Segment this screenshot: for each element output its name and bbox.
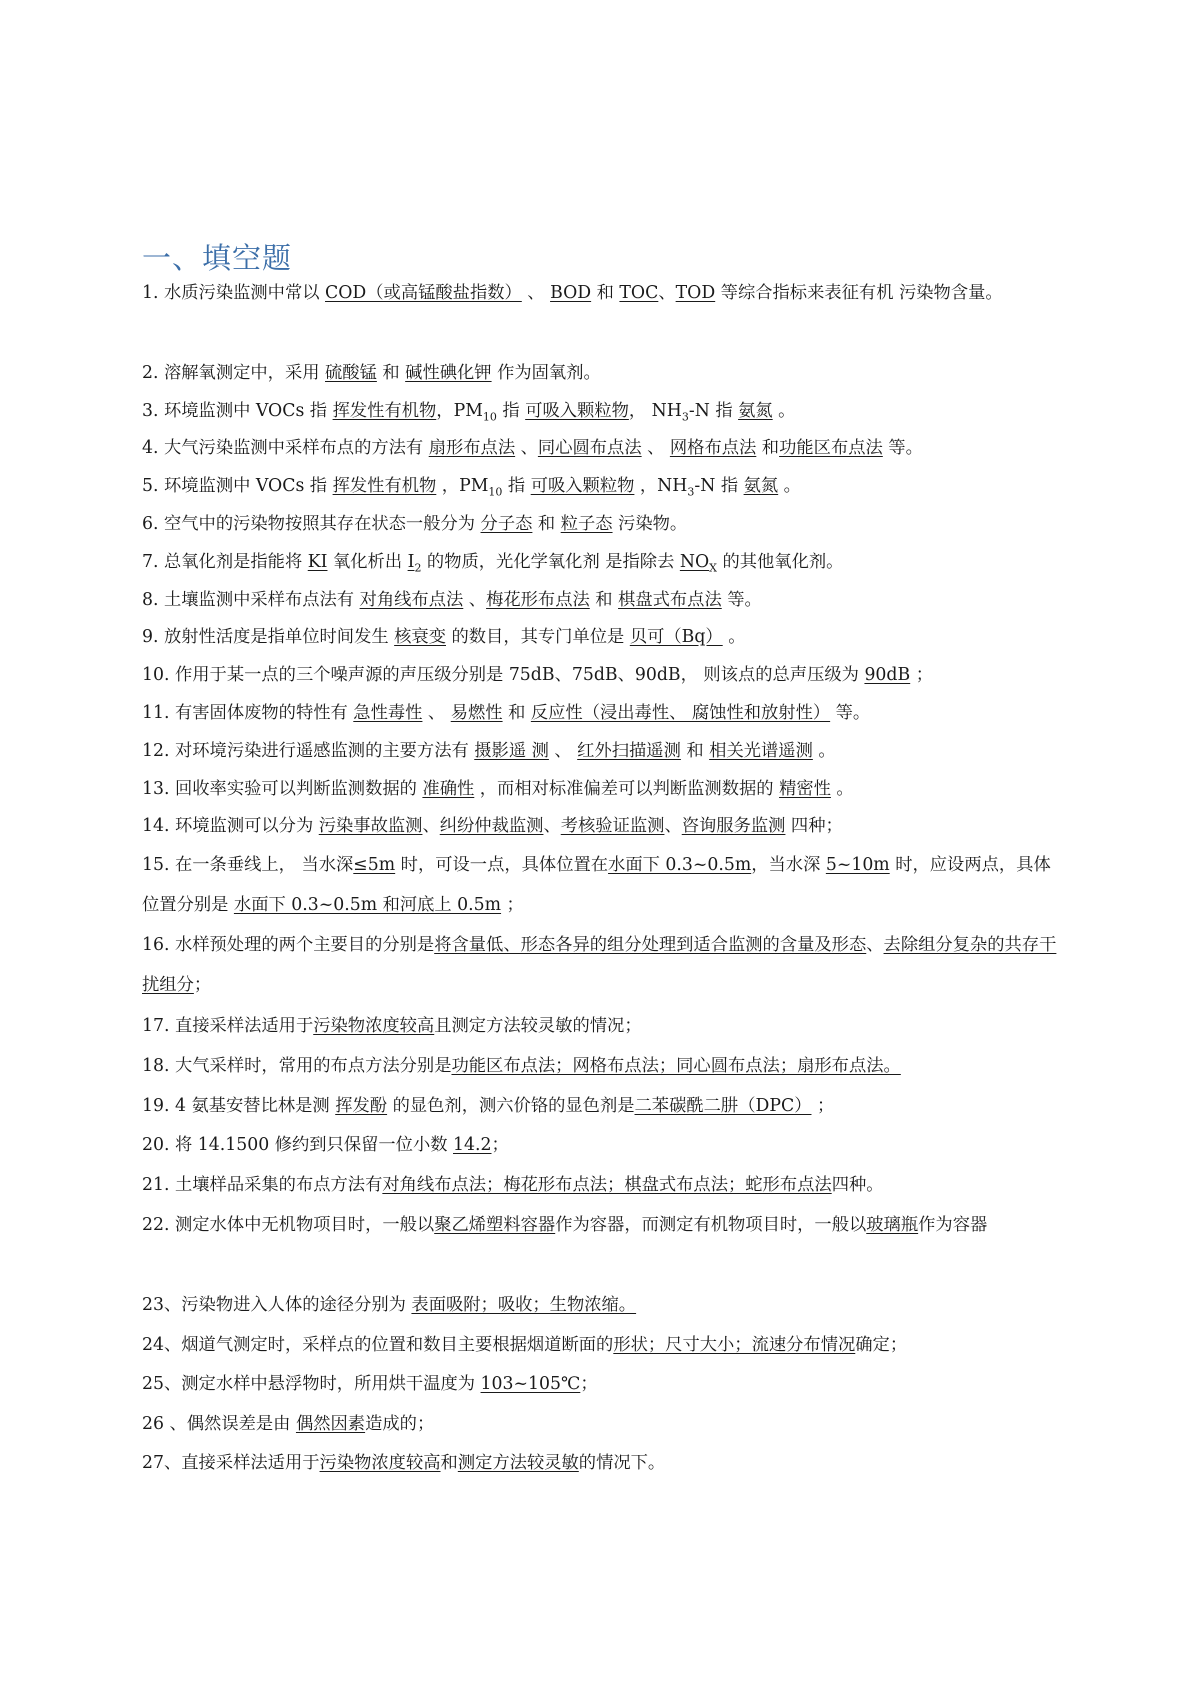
question-text: 7. 总氧化剂是指能将	[142, 552, 308, 572]
answer-blank: 去除组分复杂的共存干扰组分	[142, 935, 1057, 995]
answer-blank: 棋盘式布点法	[618, 590, 722, 610]
question-18	[142, 1046, 1067, 1086]
question-text: 和	[589, 590, 619, 610]
answer-blank: 挥发酚	[335, 1096, 388, 1116]
question-text: 15. 在一条垂线上， 当水深	[142, 855, 354, 875]
answer-blank: 急性毒性	[353, 703, 423, 723]
question-text: 18. 大气采样时，常用的布点方法分别是	[142, 1056, 452, 1076]
answer-blank: 103~105℃	[480, 1374, 581, 1394]
question-9	[142, 617, 1067, 657]
question-text: 、	[422, 816, 440, 836]
question-text: 25、测定水样中悬浮物时，所用烘干温度为	[142, 1374, 481, 1394]
subscript: 2	[414, 561, 422, 575]
question-text: ，PM	[436, 401, 483, 421]
answer-blank: 分子态	[480, 514, 533, 534]
question-text: ，NH	[634, 476, 688, 496]
subscript: X	[709, 561, 717, 575]
answer-blank: 相关光谱遥测	[709, 741, 813, 761]
answer-blank: 90dB	[864, 665, 911, 685]
question-text: 四种；	[785, 816, 843, 836]
question-text: 2. 溶解氧测定中，采用	[142, 363, 326, 383]
question-text: ，当水深	[751, 855, 826, 875]
answer-blank: 扇形布点法	[428, 438, 516, 458]
answer-blank: 碱性碘化钾	[405, 363, 492, 383]
question-1	[142, 273, 1067, 313]
subscript: 3	[681, 410, 689, 424]
question-text: 氧化析出	[327, 552, 408, 572]
question-text: 等。	[721, 590, 762, 610]
question-6	[142, 504, 1067, 544]
answer-blank: 功能区布点法	[779, 438, 883, 458]
answer-blank: 污染物浓度较高	[319, 1453, 441, 1473]
question-text: 。	[772, 401, 796, 421]
answer-blank: 测定方法较灵敏	[457, 1453, 579, 1473]
question-text: 、	[521, 283, 551, 303]
question-19	[142, 1086, 1067, 1126]
question-text: 。	[722, 627, 746, 647]
question-13	[142, 769, 1067, 809]
answer-blank: 表面吸附；吸收；生物浓缩。	[411, 1295, 637, 1315]
question-text: ；	[501, 895, 524, 915]
question-text: 27、直接采样法适用于	[142, 1453, 320, 1473]
answer-blank: 挥发性有机物	[332, 476, 437, 496]
answer-blank: 红外扫描遥测	[577, 741, 681, 761]
answer-blank: 氨氮	[738, 401, 773, 421]
question-text: 14. 环境监测可以分为	[142, 816, 319, 836]
answer-blank: 挥发性有机物	[332, 401, 437, 421]
answer-blank: 氨氮	[743, 476, 779, 496]
question-text: 6. 空气中的污染物按照其存在状态一般分为	[142, 514, 481, 534]
question-text: 的其他氧化剂。	[717, 552, 844, 572]
answer-blank: I	[407, 552, 415, 572]
answer-blank: 5~10m	[825, 855, 890, 875]
question-text: 确定；	[855, 1335, 908, 1355]
question-8	[142, 580, 1067, 620]
answer-blank: 准确性	[422, 779, 475, 799]
question-text: ；	[491, 1135, 509, 1155]
answer-blank: 纠纷仲裁监测	[439, 816, 544, 836]
answer-blank: ≤5m	[353, 855, 396, 875]
question-text: -N 指	[688, 401, 739, 421]
answer-blank: 对角线布点法；梅花形布点法；棋盘式布点法；蛇形布点法	[382, 1175, 832, 1195]
question-22	[142, 1205, 1067, 1245]
answer-blank: 聚乙烯塑料容器	[434, 1215, 556, 1235]
question-text: 、	[664, 816, 682, 836]
question-text: 和	[376, 363, 406, 383]
question-26	[142, 1404, 1067, 1444]
question-text: 26 、偶然误差是由	[142, 1414, 296, 1434]
question-text: 作为固氧剂。	[491, 363, 601, 383]
answer-blank: 梅花形布点法	[486, 590, 590, 610]
answer-blank: 污染物浓度较高	[313, 1016, 435, 1036]
answer-blank: BOD	[550, 283, 592, 303]
question-text: 12. 对环境污染进行遥感监测的主要方法有	[142, 741, 475, 761]
question-text: 8. 土壤监测中采样布点法有	[142, 590, 360, 610]
question-text: 的情况下。	[578, 1453, 666, 1473]
answer-blank: 对角线布点法	[359, 590, 464, 610]
question-text: 10. 作用于某一点的三个噪声源的声压级分别是 75dB、75dB、90dB， 则该点的总声压级为	[142, 665, 865, 685]
question-12	[142, 731, 1067, 771]
question-text: 5. 环境监测中 VOCs 指	[142, 476, 333, 496]
question-text: 作为容器，而测定有机物项目时，一般以	[555, 1215, 867, 1235]
question-text: 21. 土壤样品采集的布点方法有	[142, 1175, 383, 1195]
question-text: ；	[580, 1374, 598, 1394]
answer-blank: 核衰变	[394, 627, 446, 647]
question-text: ；	[193, 975, 212, 995]
question-text: 16. 水样预处理的两个主要目的分别是	[142, 935, 435, 955]
answer-blank: 二苯碳酰二肼（DPC）	[634, 1096, 812, 1116]
question-text: 和	[502, 703, 531, 723]
section-title: 一、填空题	[142, 241, 293, 275]
question-text: 时，应设两点，具体位置分别是	[142, 855, 1051, 915]
question-text: 、	[641, 438, 670, 458]
question-text: 、	[658, 283, 676, 303]
question-text: 等。	[882, 438, 923, 458]
answer-blank: 贝可（Bq）	[629, 627, 723, 647]
answer-blank: 反应性（浸出毒性、 腐蚀性和放射性）	[530, 703, 831, 723]
answer-blank: 14.2	[453, 1135, 492, 1155]
question-text: ，PM	[436, 476, 489, 496]
answer-blank: 玻璃瓶	[866, 1215, 919, 1235]
question-text: 的物质，光化学氧化剂 是指除去	[421, 552, 680, 572]
question-21	[142, 1165, 1067, 1205]
question-text: ，而相对标准偏差可以判断监测数据的	[474, 779, 780, 799]
answer-blank: 易燃性	[450, 703, 503, 723]
answer-blank: 咨询服务监测	[681, 816, 786, 836]
question-text: 4. 大气污染监测中采样布点的方法有	[142, 438, 429, 458]
question-4	[142, 428, 1067, 468]
question-text: 等。	[830, 703, 871, 723]
question-text: 等综合指标来表征有机 污染物含量。	[715, 283, 1003, 303]
question-text: ；	[811, 1096, 835, 1116]
question-text: 19. 4 氨基安替比林是测	[142, 1096, 336, 1116]
answer-blank: 考核验证监测	[560, 816, 665, 836]
subscript: 3	[687, 485, 695, 499]
question-text: 和	[680, 741, 710, 761]
question-text: 、	[422, 703, 451, 723]
answer-blank: 形状；尺寸大小；流速分布情况	[613, 1335, 856, 1355]
answer-blank: 污染事故监测	[318, 816, 423, 836]
question-20	[142, 1125, 1067, 1165]
question-text: -N 指	[694, 476, 744, 496]
question-24	[142, 1325, 1067, 1365]
question-text: 3. 环境监测中 VOCs 指	[142, 401, 333, 421]
answer-blank: TOD	[675, 283, 716, 303]
question-text: 、	[866, 935, 884, 955]
answer-blank: 可吸入颗粒物	[525, 401, 629, 421]
question-23	[142, 1285, 1067, 1325]
question-text: 1. 水质污染监测中常以	[142, 283, 326, 303]
question-text: 、	[548, 741, 578, 761]
question-10	[142, 655, 1067, 695]
question-text: 20. 将 14.1500 修约到只保留一位小数	[142, 1135, 454, 1155]
question-text: 四种。	[831, 1175, 884, 1195]
answer-blank: 水面下 0.3~0.5m	[608, 855, 752, 875]
question-text: 11. 有害固体废物的特性有	[142, 703, 354, 723]
question-text: 13. 回收率实验可以判断监测数据的	[142, 779, 423, 799]
question-text: 。	[830, 779, 854, 799]
question-25	[142, 1364, 1067, 1404]
question-text: 的数目，其专门单位是	[446, 627, 630, 647]
subscript: 10	[482, 410, 497, 424]
answer-blank: 精密性	[779, 779, 831, 799]
answer-blank: 偶然因素	[295, 1414, 366, 1434]
question-2	[142, 353, 1067, 393]
question-text: 。	[778, 476, 801, 496]
answer-blank: 网格布点法	[669, 438, 757, 458]
question-text: 且测定方法较灵敏的情况；	[434, 1016, 642, 1036]
question-27	[142, 1443, 1067, 1483]
question-text: ， NH	[628, 401, 682, 421]
question-16	[142, 925, 1067, 1005]
question-text: 24、烟道气测定时，采样点的位置和数目主要根据烟道断面的	[142, 1335, 614, 1355]
question-text: 污染物。	[612, 514, 688, 534]
answer-blank: TOC	[619, 283, 659, 303]
answer-blank: COD（或高锰酸盐指数）	[325, 283, 522, 303]
answer-blank: 功能区布点法；网格布点法；同心圆布点法；扇形布点法。	[451, 1056, 901, 1076]
answer-blank: 将含量低、形态各异的组分处理到适合监测的含量及形态	[434, 935, 867, 955]
question-text: 作为容器	[918, 1215, 988, 1235]
question-text: 指	[502, 476, 531, 496]
answer-blank: 可吸入颗粒物	[530, 476, 635, 496]
question-text: 时，可设一点，具体位置在	[395, 855, 609, 875]
answer-blank: 同心圆布点法	[537, 438, 642, 458]
question-text: 22. 测定水体中无机物项目时，一般以	[142, 1215, 435, 1235]
subscript: 10	[488, 485, 503, 499]
answer-blank: 水面下 0.3~0.5m 和河底上 0.5m	[233, 895, 502, 915]
question-text: ；	[910, 665, 933, 685]
question-14	[142, 806, 1067, 846]
answer-blank: KI	[307, 552, 328, 572]
question-text: 和	[440, 1453, 458, 1473]
question-text: 、	[515, 438, 538, 458]
question-17	[142, 1006, 1067, 1046]
question-text: 、	[543, 816, 561, 836]
question-15	[142, 845, 1067, 925]
question-text: 和	[591, 283, 620, 303]
question-text: 的显色剂，测六价铬的显色剂是	[387, 1096, 635, 1116]
answer-blank: 粒子态	[560, 514, 613, 534]
question-text: 和	[532, 514, 561, 534]
question-11	[142, 693, 1067, 733]
question-text: 指	[496, 401, 526, 421]
question-text: 。	[812, 741, 836, 761]
question-text: 17. 直接采样法适用于	[142, 1016, 314, 1036]
answer-blank: 硫酸锰	[325, 363, 377, 383]
answer-blank: NO	[679, 552, 710, 572]
question-text: 23、污染物进入人体的途径分别为	[142, 1295, 412, 1315]
question-text: 造成的；	[365, 1414, 435, 1434]
question-text: 9. 放射性活度是指单位时间发生	[142, 627, 395, 647]
answer-blank: 摄影遥 测	[474, 741, 549, 761]
question-text: 、	[463, 590, 487, 610]
question-text: 和	[756, 438, 780, 458]
